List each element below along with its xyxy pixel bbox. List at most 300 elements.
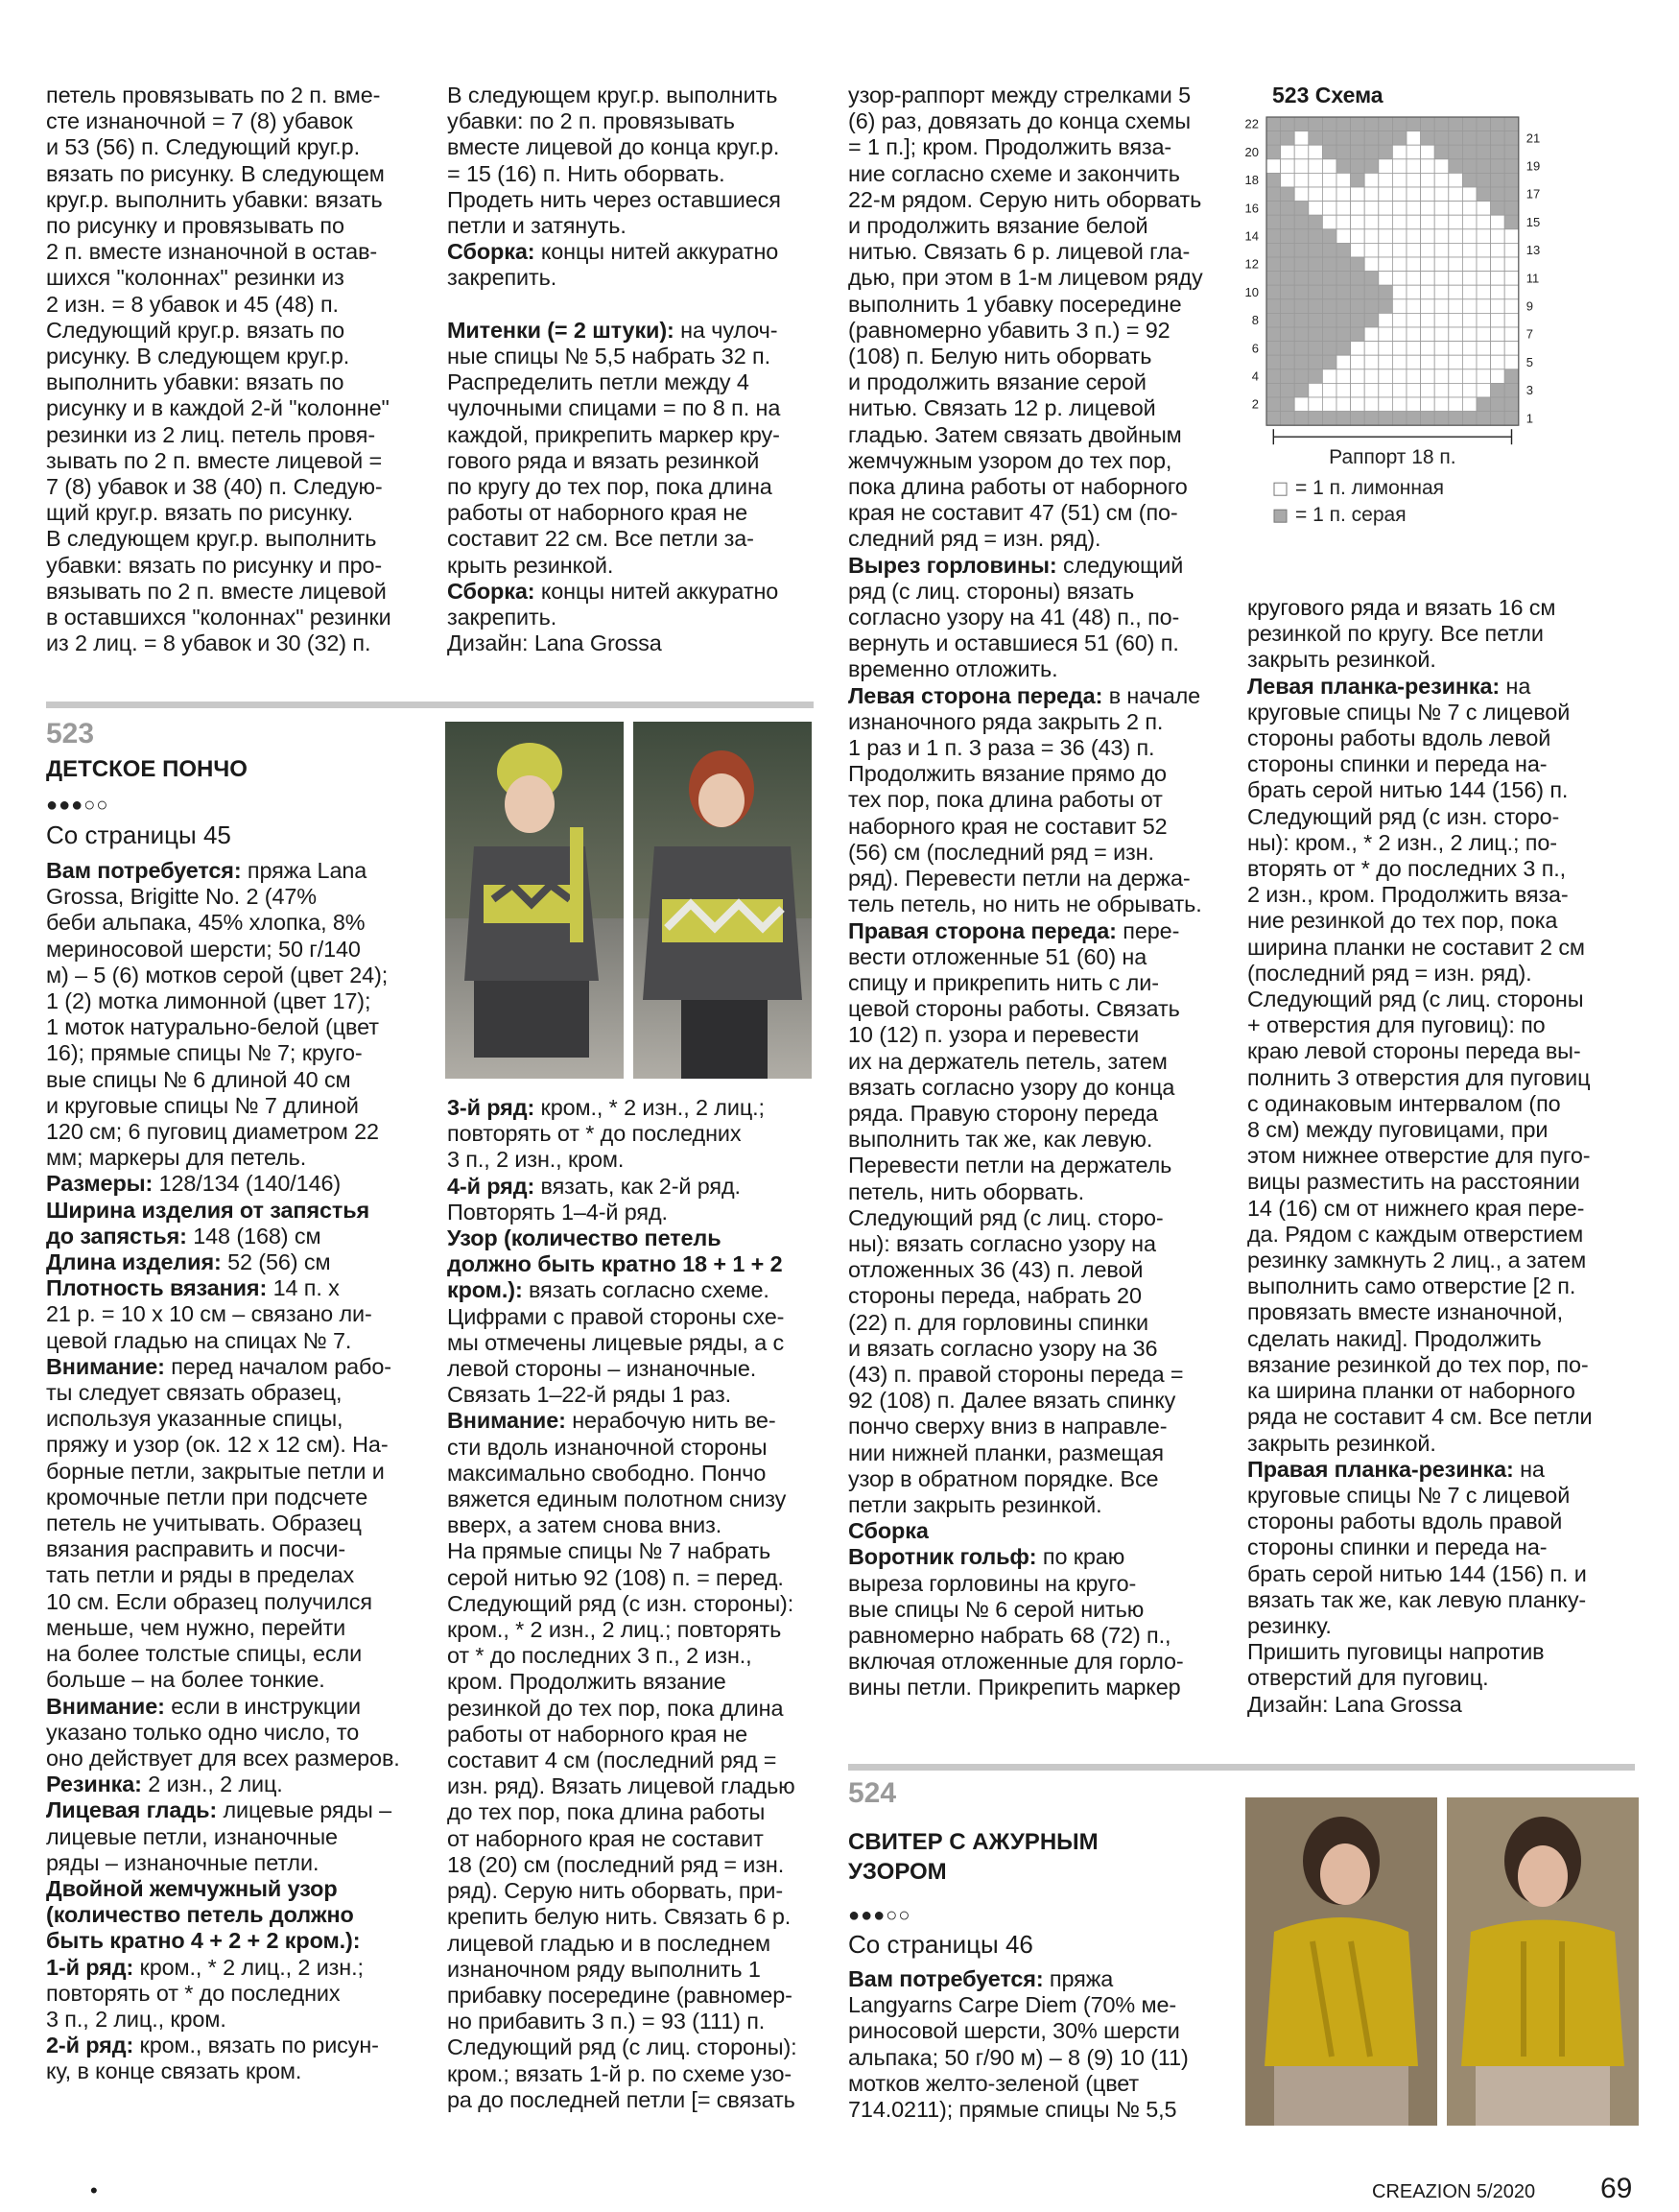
chart-cell <box>1266 229 1281 244</box>
chart-cell <box>1294 187 1309 202</box>
chart-cell <box>1294 272 1309 286</box>
chart-cell <box>1266 173 1281 187</box>
chart-cell <box>1266 313 1281 327</box>
chart-cell <box>1491 257 1505 272</box>
chart-cell <box>1462 229 1477 244</box>
chart-cell <box>1281 187 1295 202</box>
chart-row-label: 6 <box>1251 341 1259 356</box>
chart-cell <box>1336 229 1351 244</box>
chart-cell <box>1504 285 1519 299</box>
chart-cell <box>1379 187 1393 202</box>
chart-cell <box>1364 272 1379 286</box>
chart-cell <box>1504 202 1519 216</box>
chart-cell <box>1322 243 1336 257</box>
chart-cell <box>1449 285 1463 299</box>
s523-text: лицевые ряды – лицевые петли, изнаночные ряды – изнаночные петли. <box>46 1797 392 1875</box>
chart-cell <box>1504 397 1519 412</box>
chart-cell <box>1281 257 1295 272</box>
chart-cell <box>1294 397 1309 412</box>
chart-cell <box>1336 243 1351 257</box>
col2-b1: Сборка: <box>447 239 535 265</box>
chart-cell <box>1266 327 1281 342</box>
chart-cell <box>1491 313 1505 327</box>
chart-cell <box>1491 229 1505 244</box>
chart-cell <box>1364 313 1379 327</box>
chart-cell <box>1491 383 1505 397</box>
chart-cell <box>1364 285 1379 299</box>
chart-cell <box>1477 383 1491 397</box>
chart-cell <box>1392 355 1407 369</box>
chart-cell <box>1407 313 1421 327</box>
chart-row-label: 15 <box>1525 214 1541 229</box>
chart-cell <box>1477 117 1491 131</box>
chart-cell <box>1309 412 1323 426</box>
chart-cell <box>1379 272 1393 286</box>
chart-cell <box>1351 397 1365 412</box>
magazine-name: CREAZION 5/2020 <box>1372 2181 1536 2202</box>
col4-b1: Левая планка-резинка: <box>1247 673 1501 699</box>
chart-cell <box>1322 187 1336 202</box>
chart-cell <box>1309 299 1323 314</box>
chart-cell <box>1322 285 1336 299</box>
col4-p2: на круговые спицы № 7 с лицевой стороны работы вдоль левой стороны спинки и переда на- брать серой нитью 144 (156) п. Следующий ряд (с изн. сторо- ны): кром., * 2 изн., 2 лиц.; по- вторять от * до последних 3 п., 2 изн., кром. Продолжить вяза- ние резинкой до тех пор, пока ширина планки не составит 2 см (последний ряд = изн. ряд). Следующий ряд (с лиц. стороны + отверстия для пуговиц): по краю левой стороны переда вы- полнить 3 отверстия для пуговиц с одинаковым интервалом (по 8 см) между пуговицами, при этом нижнее отверстие для пуго- вицы разместить на расстоянии 14 (16) см от нижнего края пере- да. Рядом с каждым отверстием резинку замкнуть 2 лиц., а затем выполнить само отверстие [2 п. провязать вместе изнаночной, сделать накид]. Продолжить вязание резинкой до тех пор, по- ка ширина планки от наборного ряда не составит 4 см. Все петли закрыть резинкой. <box>1247 673 1593 1456</box>
chart-cell <box>1322 257 1336 272</box>
chart-cell <box>1434 257 1449 272</box>
chart-cell <box>1477 202 1491 216</box>
s523-text: 14 п. х 21 р. = 10 х 10 см – связано ли- цевой гладью на спицах № 7. <box>46 1275 372 1353</box>
chart-cell <box>1392 173 1407 187</box>
chart-cell <box>1407 397 1421 412</box>
col3-p5: по краю выреза горловины на круго- вые спицы № 6 серой нитью равномерно набрать 68 (72) п., включая отложенные для горло- вины петли. Прикрепить маркер <box>848 1544 1184 1701</box>
chart-cell <box>1266 272 1281 286</box>
chart-cell <box>1336 202 1351 216</box>
chart-cell <box>1294 202 1309 216</box>
chart-cell <box>1266 257 1281 272</box>
chart-cell <box>1379 215 1393 229</box>
chart-cell <box>1294 369 1309 384</box>
chart-cell <box>1462 383 1477 397</box>
chart-row-label: 4 <box>1251 369 1259 384</box>
chart-cell <box>1281 229 1295 244</box>
chart-cell <box>1421 131 1435 146</box>
col3-p2: следующий ряд (с лиц. стороны) вязать согласно узору на 41 (48) п., по- вернуть и оставшиеся 51 (60) п. временно отложить. <box>848 552 1184 682</box>
chart-cell <box>1421 117 1435 131</box>
chart-cell <box>1364 299 1379 314</box>
chart-cell <box>1322 342 1336 356</box>
chart-cell <box>1351 272 1365 286</box>
chart-cell <box>1379 229 1393 244</box>
chart-cell <box>1309 131 1323 146</box>
chart-cell <box>1462 397 1477 412</box>
chart-cell <box>1434 412 1449 426</box>
chart-cell <box>1309 327 1323 342</box>
s523-label: Вам потребуется: <box>46 858 242 883</box>
chart-cell <box>1351 187 1365 202</box>
chart-cell <box>1294 215 1309 229</box>
chart-cell <box>1449 257 1463 272</box>
section-523-body <box>46 858 434 2085</box>
chart-cell <box>1407 412 1421 426</box>
chart-cell <box>1392 342 1407 356</box>
section-524-number: 524 <box>848 1777 897 1809</box>
legend-label: = 1 п. лимонная <box>1295 477 1444 500</box>
chart-cell <box>1351 215 1365 229</box>
poncho-photo-1 <box>445 722 624 1079</box>
chart-cell <box>1449 202 1463 216</box>
repeat-label: Раппорт 18 п. <box>1329 446 1456 469</box>
chart-cell <box>1477 285 1491 299</box>
chart-cell <box>1477 173 1491 187</box>
chart-cell <box>1449 173 1463 187</box>
chart-row-label: 9 <box>1525 298 1534 314</box>
chart-cell <box>1421 342 1435 356</box>
chart-cell <box>1309 257 1323 272</box>
chart-cell <box>1364 342 1379 356</box>
chart-cell <box>1407 173 1421 187</box>
col2-label: Внимание: <box>447 1408 566 1434</box>
chart-cell <box>1266 187 1281 202</box>
chart-cell <box>1434 202 1449 216</box>
col2-top-text <box>447 83 831 656</box>
chart-cell <box>1281 159 1295 174</box>
chart-cell <box>1491 412 1505 426</box>
chart-cell <box>1449 299 1463 314</box>
chart-cell <box>1392 397 1407 412</box>
chart-cell <box>1281 215 1295 229</box>
chart-cell <box>1421 285 1435 299</box>
chart-cell <box>1351 257 1365 272</box>
chart-cell <box>1407 327 1421 342</box>
chart-cell <box>1322 412 1336 426</box>
chart-row-label: 8 <box>1251 313 1259 328</box>
chart-cell <box>1309 285 1323 299</box>
chart-cell <box>1434 187 1449 202</box>
chart-cell <box>1379 285 1393 299</box>
chart-cell <box>1491 215 1505 229</box>
chart-cell <box>1309 173 1323 187</box>
chart-cell <box>1281 173 1295 187</box>
model-figure <box>1245 1797 1437 2126</box>
chart-cell <box>1421 397 1435 412</box>
chart-cell <box>1266 131 1281 146</box>
chart-cell <box>1336 397 1351 412</box>
chart-cell <box>1294 342 1309 356</box>
chart-cell <box>1449 215 1463 229</box>
col4-b2: Правая планка-резинка: <box>1247 1456 1514 1482</box>
s523-label: Ширина изделия от запястья до запястья: <box>46 1197 370 1249</box>
chart-cell <box>1477 397 1491 412</box>
chart-cell <box>1421 173 1435 187</box>
s523-label: Размеры: <box>46 1171 154 1197</box>
chart-cell <box>1336 313 1351 327</box>
chart-cell <box>1266 412 1281 426</box>
chart-cell <box>1392 272 1407 286</box>
chart-row-label: 5 <box>1525 354 1534 369</box>
chart-cell <box>1504 369 1519 384</box>
col1-text: петель провязывать по 2 п. вме- сте изнаночной = 7 (8) убавок и 53 (56) п. Следующий круг.р. вязать по рисунку. В следующем круг.р. выполнить убавки: вязать по рисунку и провязывать по 2 п. вместе изнаночной в остав- шихся "колоннах" резинки из 2 изн. = 8 убавок и 45 (48) п. Следующий круг.р. вязать по рисунку. В следующем круг.р. выполнить убавки: вязать по рисунку и в каждой 2-й "колонне" резинки из 2 лиц. петель провя- зывать по 2 п. вместе лицевой = 7 (8) убавок и 38 (40) п. Следую- щий круг.р. вязать по рисунку. В следующем круг.р. выполнить убавки: вязать по рисунку и про- вязывать по 2 п. вместе лицевой в оставшихся "колоннах" резинки из 2 лиц. = 8 убавок и 30 (32) п. <box>46 83 391 656</box>
chart-cell <box>1322 397 1336 412</box>
chart-cell <box>1351 243 1365 257</box>
chart-cell <box>1379 159 1393 174</box>
chart-cell <box>1336 342 1351 356</box>
chart-cell <box>1379 117 1393 131</box>
chart-cell <box>1392 131 1407 146</box>
chart-cell <box>1392 215 1407 229</box>
chart-cell <box>1491 173 1505 187</box>
difficulty-dots-523: ●●●○○ <box>46 795 109 816</box>
chart-cell <box>1434 355 1449 369</box>
chart-cell <box>1309 117 1323 131</box>
s523-text: кром., * 2 лиц., 2 изн.; повторять от * до последних 3 п., 2 лиц., кром. <box>46 1954 364 2032</box>
chart-cell <box>1434 369 1449 384</box>
chart-cell <box>1392 327 1407 342</box>
chart-cell <box>1309 145 1323 159</box>
chart-cell <box>1281 272 1295 286</box>
s523-label: Длина изделия: <box>46 1249 222 1275</box>
chart-cell <box>1491 299 1505 314</box>
chart-cell <box>1462 243 1477 257</box>
chart-row-label: 7 <box>1525 326 1534 342</box>
chart-cell <box>1322 299 1336 314</box>
chart-cell <box>1351 355 1365 369</box>
chart-cell <box>1477 327 1491 342</box>
chart-cell <box>1336 131 1351 146</box>
s523-label: Плотность вязания: <box>46 1275 268 1301</box>
chart-cell <box>1477 313 1491 327</box>
chart-cell <box>1491 355 1505 369</box>
chart-cell <box>1421 202 1435 216</box>
chart-cell <box>1336 285 1351 299</box>
chart-cell <box>1407 243 1421 257</box>
chart-cell <box>1379 369 1393 384</box>
chart-cell <box>1462 313 1477 327</box>
chart-cell <box>1434 117 1449 131</box>
chart-cell <box>1351 313 1365 327</box>
chart-row-label: 13 <box>1525 243 1541 258</box>
chart-cell <box>1294 299 1309 314</box>
section-523-title: ДЕТСКОЕ ПОНЧО <box>46 756 248 782</box>
chart-cell <box>1281 202 1295 216</box>
chart-cell <box>1504 257 1519 272</box>
chart-cell <box>1434 215 1449 229</box>
chart-cell <box>1351 327 1365 342</box>
chart-cell <box>1294 117 1309 131</box>
chart-cell <box>1309 355 1323 369</box>
chart-cell <box>1421 159 1435 174</box>
chart-cell <box>1462 145 1477 159</box>
chart-cell <box>1322 145 1336 159</box>
chart-cell <box>1421 272 1435 286</box>
chart-row-label: 18 <box>1244 173 1259 188</box>
chart-cell <box>1392 313 1407 327</box>
chart-cell <box>1281 383 1295 397</box>
chart-cell <box>1491 243 1505 257</box>
chart-cell <box>1364 355 1379 369</box>
model-figure <box>1447 1797 1639 2126</box>
chart-cell <box>1322 313 1336 327</box>
chart-cell <box>1351 131 1365 146</box>
chart-cell <box>1491 342 1505 356</box>
chart-cell <box>1266 285 1281 299</box>
chart-cell <box>1407 229 1421 244</box>
chart-cell <box>1462 159 1477 174</box>
chart-cell <box>1504 412 1519 426</box>
chart-cell <box>1462 173 1477 187</box>
chart-cell <box>1434 145 1449 159</box>
chart-cell <box>1309 342 1323 356</box>
chart-cell <box>1294 159 1309 174</box>
chart-cell <box>1379 243 1393 257</box>
chart-cell <box>1322 229 1336 244</box>
s523-text: 52 (56) см <box>221 1249 331 1275</box>
chart-cell <box>1364 383 1379 397</box>
chart-cell <box>1462 285 1477 299</box>
chart-cell <box>1364 202 1379 216</box>
sweater-photo-1 <box>1245 1797 1437 2126</box>
chart-cell <box>1421 327 1435 342</box>
chart-cell <box>1322 327 1336 342</box>
chart-cell <box>1336 299 1351 314</box>
chart-cell <box>1266 202 1281 216</box>
col3-b3: Правая сторона переда: <box>848 917 1117 943</box>
chart-cell <box>1336 117 1351 131</box>
chart-row-label: 14 <box>1244 228 1259 244</box>
chart-cell <box>1364 145 1379 159</box>
chart-cell <box>1309 397 1323 412</box>
section-523-number: 523 <box>46 718 95 749</box>
chart-cell <box>1322 131 1336 146</box>
chart-row-label: 21 <box>1525 131 1541 146</box>
chart-cell <box>1309 202 1323 216</box>
chart-cell <box>1491 159 1505 174</box>
s523-label: 2-й ряд: <box>46 2033 134 2058</box>
chart-cell <box>1392 117 1407 131</box>
chart-row-label: 10 <box>1244 284 1259 299</box>
chart-cell <box>1294 412 1309 426</box>
chart-cell <box>1336 159 1351 174</box>
chart-cell <box>1392 159 1407 174</box>
col2-text: нерабочую нить ве- сти вдоль изнаночной стороны максимально свободно. Пончо вяжется единым полотном снизу вверх, а затем снова вниз. На прямые спицы № 7 набрать серой нитью 92 (108) п. = перед. Следующий ряд (с изн. стороны): кром., * 2 изн., 2 лиц.; повторять от * до последних 3 п., 2 изн., кром. Продолжить вязание резинкой до тех пор, пока длина работы от наборного края не составит 4 см (последний ряд = изн. ряд). Вязать лицевой гладью до тех пор, пока длина работы от наборного края не составит 18 (20) см (последний ряд = изн. ряд). Серую нить оборвать, при- крепить белую нить. Связать 6 р. лицевой гладью и в последнем изнаночном ряду выполнить 1 прибавку посередине (равномер- но прибавить 3 п.) = 93 (111) п. Следующий ряд (с лиц. стороны): кром.; вязать 1-й р. по схеме узо- ра до последней петли [= связать <box>447 1408 797 2112</box>
chart-cell <box>1462 131 1477 146</box>
chart-cell <box>1462 215 1477 229</box>
chart-cell <box>1421 355 1435 369</box>
col2-text: вязать, как 2-й ряд. Повторять 1–4-й ряд. <box>447 1173 741 1225</box>
chart-cell <box>1407 257 1421 272</box>
chart-cell <box>1449 159 1463 174</box>
chart-cell <box>1266 299 1281 314</box>
chart-cell <box>1477 159 1491 174</box>
chart-cell <box>1336 369 1351 384</box>
chart-cell <box>1351 202 1365 216</box>
chart-cell <box>1281 397 1295 412</box>
chart-cell <box>1504 313 1519 327</box>
col3-p4: пере- вести отложенные 51 (60) на спицу и прикрепить нить с ли- цевой стороны работы. Связать 10 (12) п. узора и перевести их на держатель петель, затем вязать согласно узору до конца ряда. Правую сторону переда выполнить так же, как левую. Перевести петли на держатель петель, нить оборвать. Следующий ряд (с лиц. сторо- ны): вязать согласно узору на отложенных 36 (43) п. левой стороны переда, набрать 20 (22) п. для горловины спинки и вязать согласно узору на 36 (43) п. правой стороны переда = 92 (108) п. Далее вязать спинку пончо сверху вниз в направле- нии нижней планки, размещая узор в обратном порядке. Все петли закрыть резинкой. <box>848 917 1184 1517</box>
chart-cell <box>1351 342 1365 356</box>
chart-cell <box>1491 187 1505 202</box>
chart-cell <box>1336 327 1351 342</box>
chart-cell <box>1364 173 1379 187</box>
chart-cell <box>1309 243 1323 257</box>
chart-cell <box>1462 257 1477 272</box>
legend-swatch <box>1274 510 1287 522</box>
col3-b4: Сборка <box>848 1518 929 1544</box>
chart-cell <box>1491 272 1505 286</box>
chart-row-label: 17 <box>1525 186 1541 202</box>
chart-cell <box>1379 412 1393 426</box>
chart-cell <box>1477 412 1491 426</box>
chart-cell <box>1266 355 1281 369</box>
chart-cell <box>1294 313 1309 327</box>
chart-cell <box>1379 383 1393 397</box>
section-523-separator <box>46 702 814 708</box>
chart-cell <box>1266 243 1281 257</box>
s523-text: 128/134 (140/146) <box>153 1171 342 1197</box>
chart-cell <box>1336 257 1351 272</box>
chart-cell <box>1336 215 1351 229</box>
chart-cell <box>1449 397 1463 412</box>
chart-cell <box>1392 383 1407 397</box>
chart-cell <box>1294 257 1309 272</box>
chart-cell <box>1421 383 1435 397</box>
chart-cell <box>1281 131 1295 146</box>
chart-cell <box>1434 229 1449 244</box>
legend-swatch <box>1274 483 1287 495</box>
col2-p3: на чулоч- ные спицы № 5,5 набрать 32 п. Распределить петли между 4 чулочными спицами = по 8 п. на каждой, прикрепить маркер кру- гового ряда и вязать резинкой по кругу до тех пор, пока длина работы от наборного края не составит 22 см. Все петли за- крыть резинкой. <box>447 317 781 578</box>
chart-cell <box>1434 342 1449 356</box>
chart-cell <box>1462 299 1477 314</box>
chart-cell <box>1434 383 1449 397</box>
s523-text: перед началом рабо- ты следует связать образец, используя указанные спицы, пряжу и узор (ок. 12 х 12 см). На- борные петли, закрытые петли и кромочные петли при подсчете петель не учитывать. Образец вязания расправить и посчи- тать петли и ряды в пределах 10 см. Если образец получился меньше, чем нужно, перейти на более толстые спицы, если больше – на более тонкие. <box>46 1353 391 1693</box>
poncho-photo-2 <box>633 722 812 1079</box>
chart-cell <box>1449 131 1463 146</box>
chart-cell <box>1364 131 1379 146</box>
chart-cell <box>1434 327 1449 342</box>
chart-row-label: 1 <box>1525 411 1534 426</box>
chart-cell <box>1477 243 1491 257</box>
s524-t: пряжа Langyarns Carpe Diem (70% ме- риносовой шерсти, 30% шерсти альпака; 50 г/90 м) – 8 (9) 10 (11) мотков желто-зеленой (цвет 714.0211); прямые спицы № 5,5 <box>848 1966 1189 2123</box>
chart-cell <box>1351 299 1365 314</box>
col3-p1: узор-раппорт между стрелками 5 (6) раз, довязать до конца схемы = 1 п.]; кром. Продолжить вяза- ние согласно схеме и закончить 22-м рядом. Серую нить оборвать и продолжить вязание белой нитью. Связать 6 р. лицевой гла- дью, при этом в 1-м лицевом ряду выполнить 1 убавку посередине (равномерно убавить 3 п.) = 92 (108) п. Белую нить оборвать и продолжить вязание серой нитью. Связать 12 р. лицевой гладью. Затем связать двойным жемчужным узором до тех пор, пока длина работы от наборного края не составит 47 (51) см (по- следний ряд = изн. ряд). <box>848 83 1203 552</box>
chart-cell <box>1336 383 1351 397</box>
s523-label: Внимание: <box>46 1693 165 1719</box>
chart-cell <box>1294 355 1309 369</box>
chart-row-label: 3 <box>1525 383 1534 398</box>
chart-cell <box>1379 342 1393 356</box>
chart-cell <box>1351 369 1365 384</box>
difficulty-dots-524: ●●●○○ <box>848 1905 911 1926</box>
chart-cell <box>1421 257 1435 272</box>
chart-cell <box>1379 355 1393 369</box>
col2-b2: Митенки (= 2 штуки): <box>447 317 674 343</box>
s524-b: Вам потребуется: <box>848 1966 1044 1991</box>
chart-cell <box>1449 355 1463 369</box>
chart-cell <box>1421 215 1435 229</box>
chart-cell <box>1351 229 1365 244</box>
col3-b2: Левая сторона переда: <box>848 682 1103 708</box>
chart-cell <box>1477 272 1491 286</box>
chart-row-label: 11 <box>1525 271 1540 286</box>
chart-cell <box>1449 243 1463 257</box>
chart-cell <box>1281 313 1295 327</box>
col3-b5: Воротник гольф: <box>848 1544 1037 1570</box>
chart-cell <box>1309 229 1323 244</box>
chart-cell <box>1477 187 1491 202</box>
s523-label: Резинка: <box>46 1772 142 1797</box>
chart-cell <box>1294 229 1309 244</box>
chart-cell <box>1504 187 1519 202</box>
pattern-chart <box>1236 107 1639 607</box>
chart-cell <box>1266 342 1281 356</box>
